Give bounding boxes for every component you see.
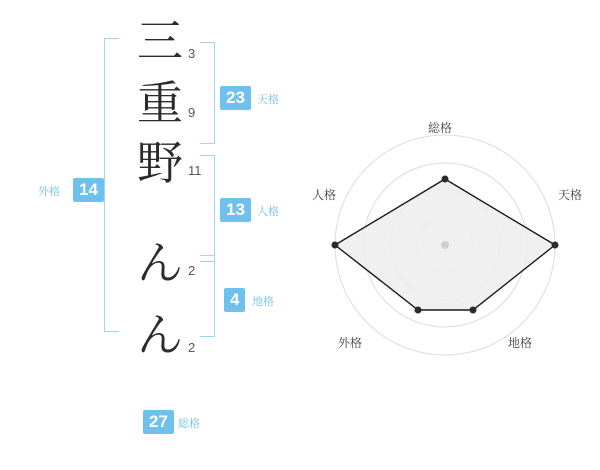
stroke-count-3: 11 xyxy=(188,163,202,178)
name-char-2 xyxy=(130,76,190,130)
name-char-5 xyxy=(130,308,190,362)
radar-axis-label-chikaku: 地格 xyxy=(508,336,533,350)
name-char-1-glyph: 三 xyxy=(137,14,183,68)
name-char-1 xyxy=(130,14,190,68)
name-char-5-glyph: ん xyxy=(137,308,183,362)
name-char-4 xyxy=(130,236,190,290)
score-label-tenkaku: 天格 xyxy=(257,93,279,106)
score-badge-chikaku: 4 xyxy=(224,288,245,312)
score-badge-soukaku: 27 xyxy=(143,410,174,434)
radar-axis-label-tenkaku: 天格 xyxy=(558,188,583,202)
outer-bracket-left xyxy=(104,38,119,332)
score-label-jinkaku: 人格 xyxy=(257,205,279,218)
score-label-chikaku: 地格 xyxy=(252,295,274,308)
score-badge-tenkaku: 23 xyxy=(220,86,251,110)
radar-center-dot xyxy=(441,241,449,249)
radar-chart xyxy=(300,95,600,385)
stroke-count-2: 9 xyxy=(188,105,196,120)
stroke-count-5: 2 xyxy=(188,340,196,355)
score-label-gekaku: 外格 xyxy=(38,185,60,198)
stroke-count-1: 3 xyxy=(188,46,196,61)
score-badge-jinkaku: 13 xyxy=(220,198,251,222)
jinkaku-bracket xyxy=(200,155,215,262)
chikaku-bracket xyxy=(200,255,215,337)
stroke-count-4: 2 xyxy=(188,263,196,278)
name-char-4-glyph: ん xyxy=(137,236,183,290)
radar-axis-label-gekaku: 外格 xyxy=(338,336,363,350)
tenkaku-bracket xyxy=(200,42,215,144)
radar-axis-label-soukaku: 総格 xyxy=(428,121,453,135)
score-badge-gekaku: 14 xyxy=(73,178,104,202)
name-char-3 xyxy=(130,136,190,190)
score-label-soukaku: 総格 xyxy=(178,417,200,430)
name-char-2-glyph: 重 xyxy=(137,76,183,130)
radar-axis-label-jinkaku: 人格 xyxy=(312,188,337,202)
name-char-3-glyph: 野 xyxy=(137,136,183,190)
